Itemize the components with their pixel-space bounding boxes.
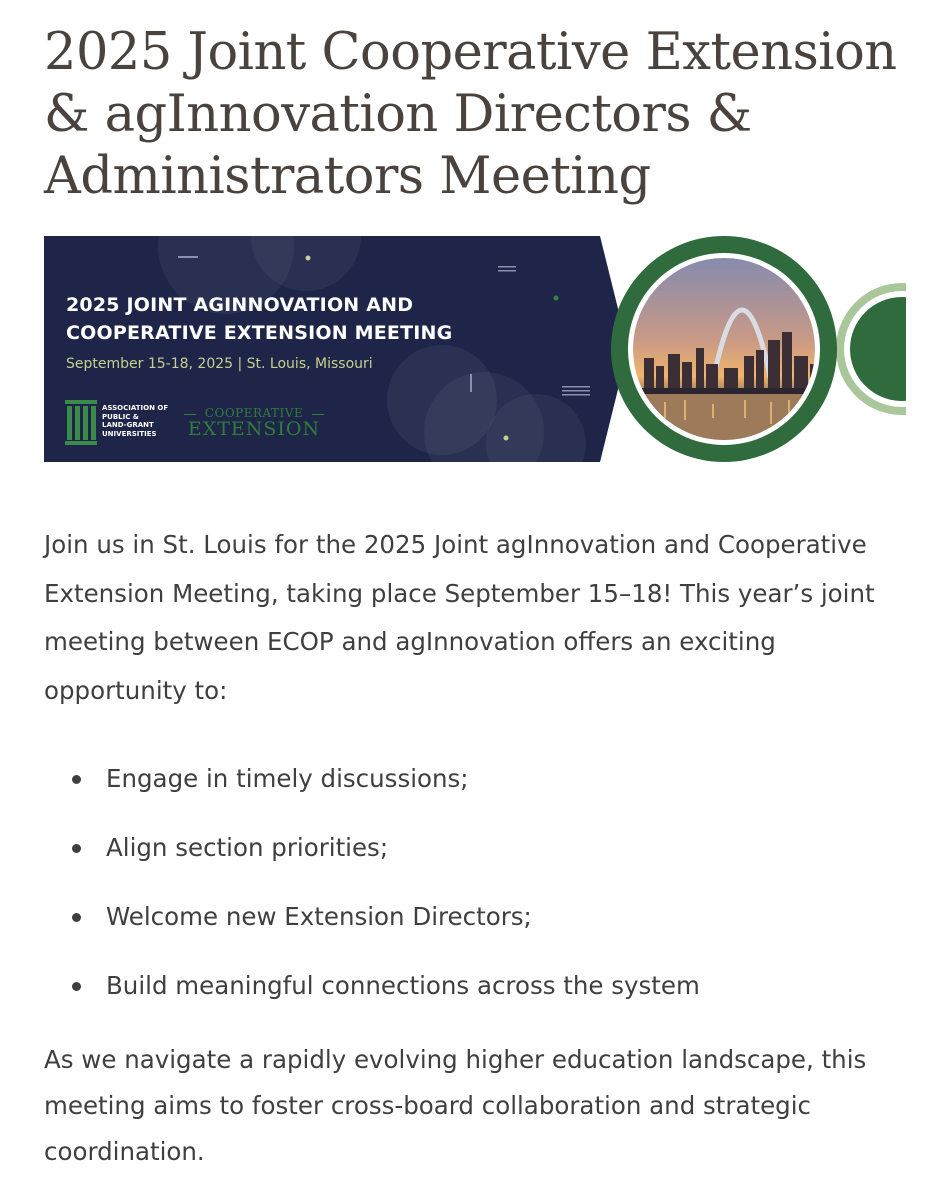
aplu-logo: [64, 398, 194, 450]
page-title: 2025 Joint Cooperative Extension & agInnovation Directors & Administrators Meeting: [44, 23, 897, 206]
banner-headline-line-1: 2025 JOINT AGINNOVATION AND: [66, 294, 414, 316]
event-banner: [44, 236, 908, 462]
list-item: Build meaningful connections across the system: [44, 959, 924, 1028]
cooperative-extension-logo: [184, 406, 324, 454]
bullet-icon: [72, 844, 81, 853]
bullet-icon: [72, 982, 81, 991]
aplu-columns-icon: [64, 398, 98, 446]
list-item: Welcome new Extension Directors;: [44, 890, 924, 959]
banner-dates: September 15-18, 2025 | St. Louis, Missouri: [66, 356, 373, 372]
list-item: Engage in timely discussions;: [44, 752, 924, 821]
coop-logo-top: COOPERATIVE: [204, 406, 304, 420]
closing-paragraph: As we navigate a rapidly evolving higher education landscape, this meeting aims to foster cross-board collaboration and strategic coordination.: [44, 1045, 867, 1166]
intro-paragraph: Join us in St. Louis for the 2025 Joint agInnovation and Cooperative Extension Meeting, taking place September 15–18! This year’s joint meeting between ECOP and agInnovation offers an exciting opportunity to:: [44, 530, 875, 705]
bullet-icon: [72, 913, 81, 922]
bullet-list: [44, 752, 924, 1028]
list-item: Align section priorities;: [44, 821, 924, 890]
coop-logo-bottom: EXTENSION: [187, 418, 321, 440]
aplu-logo-text: ASSOCIATION OF PUBLIC & LAND-GRANT UNIVERSITIES: [102, 404, 169, 438]
bullet-icon: [72, 775, 81, 784]
banner-headline-line-2: COOPERATIVE EXTENSION MEETING: [66, 322, 453, 344]
